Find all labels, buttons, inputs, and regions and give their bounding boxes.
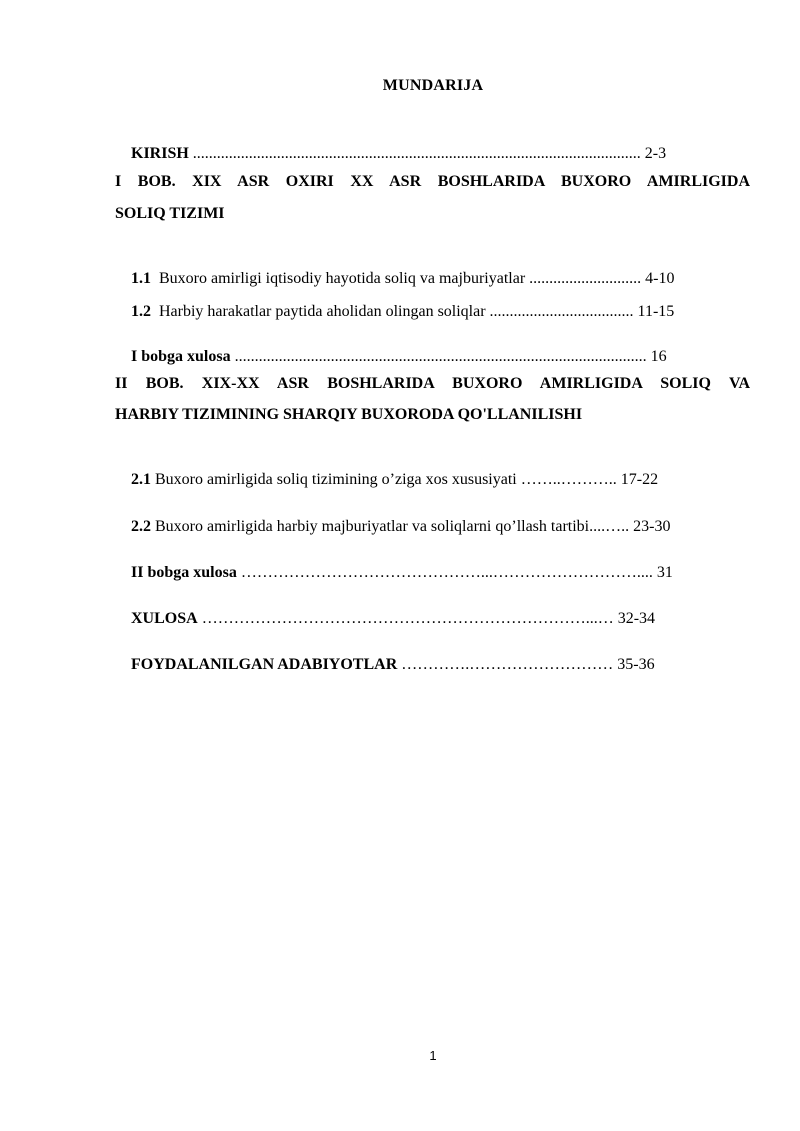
- section-number: 2.1: [131, 471, 151, 488]
- section-number: 1.1: [131, 270, 151, 287]
- toc-entry-label: I bobga xulosa: [131, 348, 231, 365]
- section-text: Buxoro amirligida soliq tizimining o’ziga xos xususiyati ……..……….. 17-22: [151, 471, 659, 488]
- toc-entry-label: II bobga xulosa: [131, 564, 237, 581]
- toc-entry-rest: ………………………………………...……………………….... 31: [236, 564, 673, 581]
- toc-entry-rest: ………………………………………………………………...… 32-34: [197, 610, 656, 627]
- toc-entry-dots: ................................................................................................................: [188, 145, 641, 162]
- chapter-2-heading-line2[interactable]: HARBIY TIZIMINING SHARQIY BUXORODA QO'LLANILISHI: [115, 406, 583, 423]
- toc-entry-label: XULOSA: [131, 610, 198, 627]
- toc-entry-rest: ....................................................................................................... 16: [230, 348, 667, 365]
- chapter-1-heading-line2[interactable]: SOLIQ TIZIMI: [115, 205, 225, 222]
- toc-entry-references[interactable]: [115, 635, 655, 695]
- section-text: Harbiy harakatlar paytida aholidan olingan soliqlar .................................... 11-15: [151, 303, 675, 320]
- section-number: 1.2: [131, 303, 151, 320]
- section-text: Buxoro amirligi iqtisodiy hayotida soliq va majburiyatlar ............................ 4-10: [151, 270, 675, 287]
- toc-entry-label: KIRISH: [131, 145, 189, 162]
- toc-entry-label: FOYDALANILGAN ADABIYOTLAR: [131, 656, 398, 673]
- toc-entry-rest: ………….……………………… 35-36: [397, 656, 655, 673]
- chapter-1-heading-line1[interactable]: I BOB. XIX ASR OXIRI XX ASR BOSHLARIDA BUXORO AMIRLIGIDA: [115, 173, 750, 190]
- page-number: 1: [429, 1048, 437, 1063]
- toc-entry-pages: 2-3: [640, 145, 667, 162]
- section-text: Buxoro amirligida harbiy majburiyatlar va soliqlarni qo’llash tartibi....….. 23-30: [151, 518, 671, 535]
- toc-title: MUNDARIJA: [382, 77, 484, 94]
- chapter-2-heading-line1[interactable]: II BOB. XIX-XX ASR BOSHLARIDA BUXORO AMIRLIGIDA SOLIQ VA: [115, 375, 750, 392]
- section-number: 2.2: [131, 518, 151, 535]
